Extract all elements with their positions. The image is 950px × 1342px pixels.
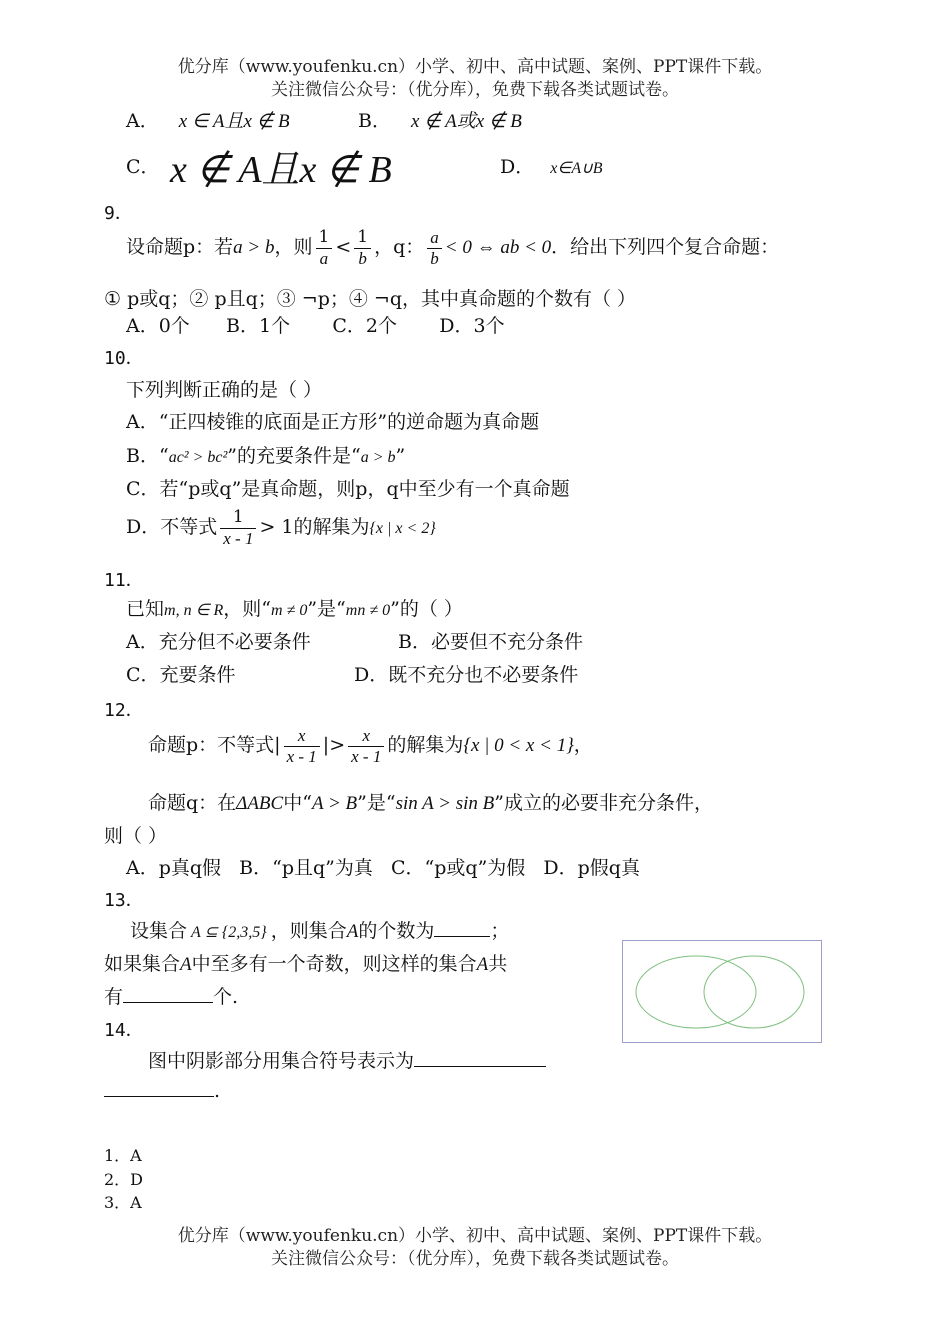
q9-fraction-3-num: a bbox=[427, 228, 442, 249]
q13-text: 如果集合 bbox=[104, 953, 181, 975]
q12-fraction-2-num: x bbox=[348, 726, 384, 747]
q11-math-2: m ≠ 0 bbox=[271, 602, 308, 619]
q11-stem-text: ，则“ bbox=[223, 598, 271, 620]
q13-text: ，则集合 bbox=[270, 920, 347, 942]
q9-stem-text: ，q： bbox=[374, 236, 425, 259]
q10-option-d-greater: > 1 bbox=[259, 516, 294, 539]
q12-p-text: 命题p：不等式 bbox=[148, 734, 275, 757]
q8-option-a bbox=[126, 106, 290, 133]
q10-option-b-math-2: a > b bbox=[360, 449, 396, 466]
footer-line-2: 关注微信公众号：（优分库），免费下载各类试题试卷。 bbox=[271, 1249, 679, 1269]
q13-text: 的个数为 bbox=[358, 920, 435, 942]
q12-p-text: 的解集为 bbox=[387, 734, 464, 757]
q13-text: 中至多有一个奇数，则这样的集合 bbox=[191, 953, 477, 975]
q12-abs-right: |> bbox=[322, 734, 346, 757]
q9-fraction-2-num: 1 bbox=[354, 228, 371, 249]
answer-1: 1．A bbox=[104, 1146, 142, 1165]
q12-q-math-2: sin A > sin B bbox=[395, 793, 495, 814]
q8-option-b-label: B． bbox=[358, 110, 391, 132]
q8-option-b bbox=[358, 106, 522, 133]
q13-blank-1 bbox=[434, 936, 490, 937]
q12-fraction-2 bbox=[348, 726, 384, 766]
q8-option-c-label: C． bbox=[126, 156, 160, 178]
q11-option-c: C．充要条件 bbox=[126, 664, 236, 686]
q14-number: 14． bbox=[104, 1020, 144, 1041]
q11-math-1: m, n ∈ R bbox=[164, 602, 224, 619]
q11-option-d: D．既不充分也不必要条件 bbox=[354, 664, 579, 686]
q13-blank-2 bbox=[123, 1002, 213, 1003]
q9-stem-text: ．给出下列四个复合命题： bbox=[551, 236, 780, 259]
q10-option-c: C．若“p或q”是真命题，则p，q中至少有一个真命题 bbox=[126, 478, 570, 500]
q12-fraction-1-den: x - 1 bbox=[286, 746, 317, 766]
q13-text: 设集合 bbox=[130, 920, 188, 942]
q14-stem bbox=[148, 1046, 546, 1073]
q11-stem bbox=[126, 594, 463, 621]
answer-2: 2．D bbox=[104, 1170, 144, 1189]
venn-diagram bbox=[622, 940, 823, 1044]
q11-math-3: mn ≠ 0 bbox=[345, 602, 391, 619]
q10-option-d-fraction bbox=[220, 508, 256, 548]
q12-proposition-q bbox=[148, 788, 713, 815]
q13-set-a: A bbox=[346, 921, 359, 942]
q13-line-1 bbox=[130, 916, 509, 943]
footer-line-1: 优分库（www.youfenku.cn）小学、初中、高中试题、案例、PPT课件下载。 bbox=[177, 1226, 773, 1246]
q12-q-math-1: A > B bbox=[311, 793, 358, 814]
q10-stem: 下列判断正确的是（ ） bbox=[126, 379, 323, 401]
q9-options: A．0个 B．1个 C．2个 D．3个 bbox=[126, 315, 505, 337]
q11-number: 11． bbox=[104, 570, 144, 591]
q9-fraction-2 bbox=[354, 228, 371, 268]
q12-fraction-1 bbox=[284, 726, 320, 766]
q10-option-b-text: B．“ bbox=[126, 445, 169, 467]
q11-stem-text: 已知 bbox=[126, 598, 165, 620]
q9-stem-text: 设命题p：若 bbox=[126, 236, 234, 259]
q12-q-text: ”成立的必要非充分条件， bbox=[494, 792, 713, 814]
q9-fraction-2-den: b bbox=[358, 248, 367, 268]
q13-set: A ⊆ {2,3,5} bbox=[191, 924, 267, 941]
q12-abs-left: | bbox=[274, 734, 281, 757]
q11-stem-text: ”是“ bbox=[307, 598, 346, 620]
q10-option-a: A．“正四棱锥的底面是正方形”的逆命题为真命题 bbox=[126, 411, 540, 433]
q13-number: 13． bbox=[104, 890, 144, 911]
q8-option-a-label: A． bbox=[126, 110, 159, 132]
q13-text: 共 bbox=[488, 953, 508, 975]
q9-fraction-3-den: b bbox=[430, 248, 439, 268]
q9-stem-text: ，则 bbox=[274, 236, 313, 259]
q11-stem-text: ”的（ ） bbox=[390, 598, 463, 620]
q12-q-text: 中“ bbox=[283, 792, 312, 814]
q14-blank-2 bbox=[104, 1096, 214, 1097]
answer-3: 3．A bbox=[104, 1193, 142, 1212]
q10-option-b-text: ”的充要条件是“ bbox=[227, 445, 361, 467]
q12-proposition-p bbox=[148, 726, 593, 766]
q12-number: 12． bbox=[104, 700, 144, 721]
q9-fraction-1 bbox=[316, 228, 333, 268]
q12-fraction-1-num: x bbox=[284, 726, 320, 747]
q12-p-text: ， bbox=[573, 734, 593, 757]
q12-q-text: ”是“ bbox=[357, 792, 396, 814]
q13-text: ； bbox=[490, 920, 510, 942]
header-line-1: 优分库（www.youfenku.cn）小学、初中、高中试题、案例、PPT课件下载。 bbox=[177, 57, 773, 77]
q10-option-b-math-1: ac² > bc² bbox=[168, 449, 228, 466]
q10-option-d bbox=[126, 508, 436, 548]
q14-end: . bbox=[214, 1080, 221, 1102]
q9-equivalence: < 0 ⇔ ab < 0 bbox=[444, 237, 552, 259]
q10-option-d-fraction-num: 1 bbox=[220, 508, 256, 529]
q8-option-d-math: x∈A∪B bbox=[550, 160, 603, 177]
venn-circle-b bbox=[704, 956, 804, 1028]
q13-line-3 bbox=[104, 982, 238, 1009]
q13-text: 个. bbox=[213, 986, 239, 1008]
q12-then: 则（ ） bbox=[104, 825, 168, 847]
q9-fraction-3 bbox=[427, 228, 442, 268]
q10-option-b bbox=[126, 441, 405, 468]
q9-line-2: ① p或q；② p且q；③ ¬p；④ ¬q，其中真命题的个数有（ ） bbox=[104, 288, 637, 310]
q9-less-than: < bbox=[335, 236, 352, 259]
venn-frame bbox=[623, 941, 822, 1043]
q10-option-d-fraction-den: x - 1 bbox=[223, 528, 254, 548]
q14-stem-text: 图中阴影部分用集合符号表示为 bbox=[148, 1050, 415, 1072]
header-line-2: 关注微信公众号：（优分库），免费下载各类试题试卷。 bbox=[271, 80, 679, 100]
q9-fraction-1-den: a bbox=[319, 248, 329, 268]
q9-stem bbox=[126, 228, 779, 268]
q9-fraction-1-num: 1 bbox=[316, 228, 333, 249]
q8-option-a-math: x ∈ A且x ∉ B bbox=[178, 111, 290, 132]
q12-fraction-2-den: x - 1 bbox=[351, 746, 382, 766]
q10-option-d-text: D．不等式 bbox=[126, 516, 218, 539]
q8-option-b-math: x ∉ A或x ∉ B bbox=[411, 111, 522, 132]
q8-option-c-math: x ∉ A且x ∉ B bbox=[170, 149, 392, 191]
q12-q-text: 命题q：在 bbox=[148, 792, 237, 814]
q9-condition: a > b bbox=[233, 237, 275, 259]
q11-option-b: B．必要但不充分条件 bbox=[398, 631, 583, 653]
q14-blank-1 bbox=[414, 1066, 546, 1067]
q10-option-d-text: 的解集为 bbox=[293, 516, 370, 539]
q13-set-a: A bbox=[476, 954, 489, 975]
q14-line-2 bbox=[104, 1080, 220, 1102]
q10-number: 10． bbox=[104, 348, 144, 369]
q13-text: 有 bbox=[104, 986, 124, 1008]
q13-line-2 bbox=[104, 949, 507, 976]
q10-option-d-set: {x | x < 2} bbox=[369, 520, 436, 538]
venn-circle-a bbox=[636, 956, 756, 1028]
q12-options: A．p真q假 B．“p且q”为真 C．“p或q”为假 D．p假q真 bbox=[126, 857, 640, 879]
q11-option-a: A．充分但不必要条件 bbox=[126, 631, 311, 653]
q8-option-d-label: D． bbox=[500, 156, 535, 178]
q9-number: 9． bbox=[104, 203, 133, 224]
q12-p-set: {x | 0 < x < 1} bbox=[463, 735, 574, 757]
q8-option-d bbox=[500, 152, 603, 179]
q10-option-b-text: ” bbox=[395, 445, 406, 467]
q13-set-a: A bbox=[180, 954, 192, 975]
q12-triangle: ΔABC bbox=[236, 793, 284, 814]
